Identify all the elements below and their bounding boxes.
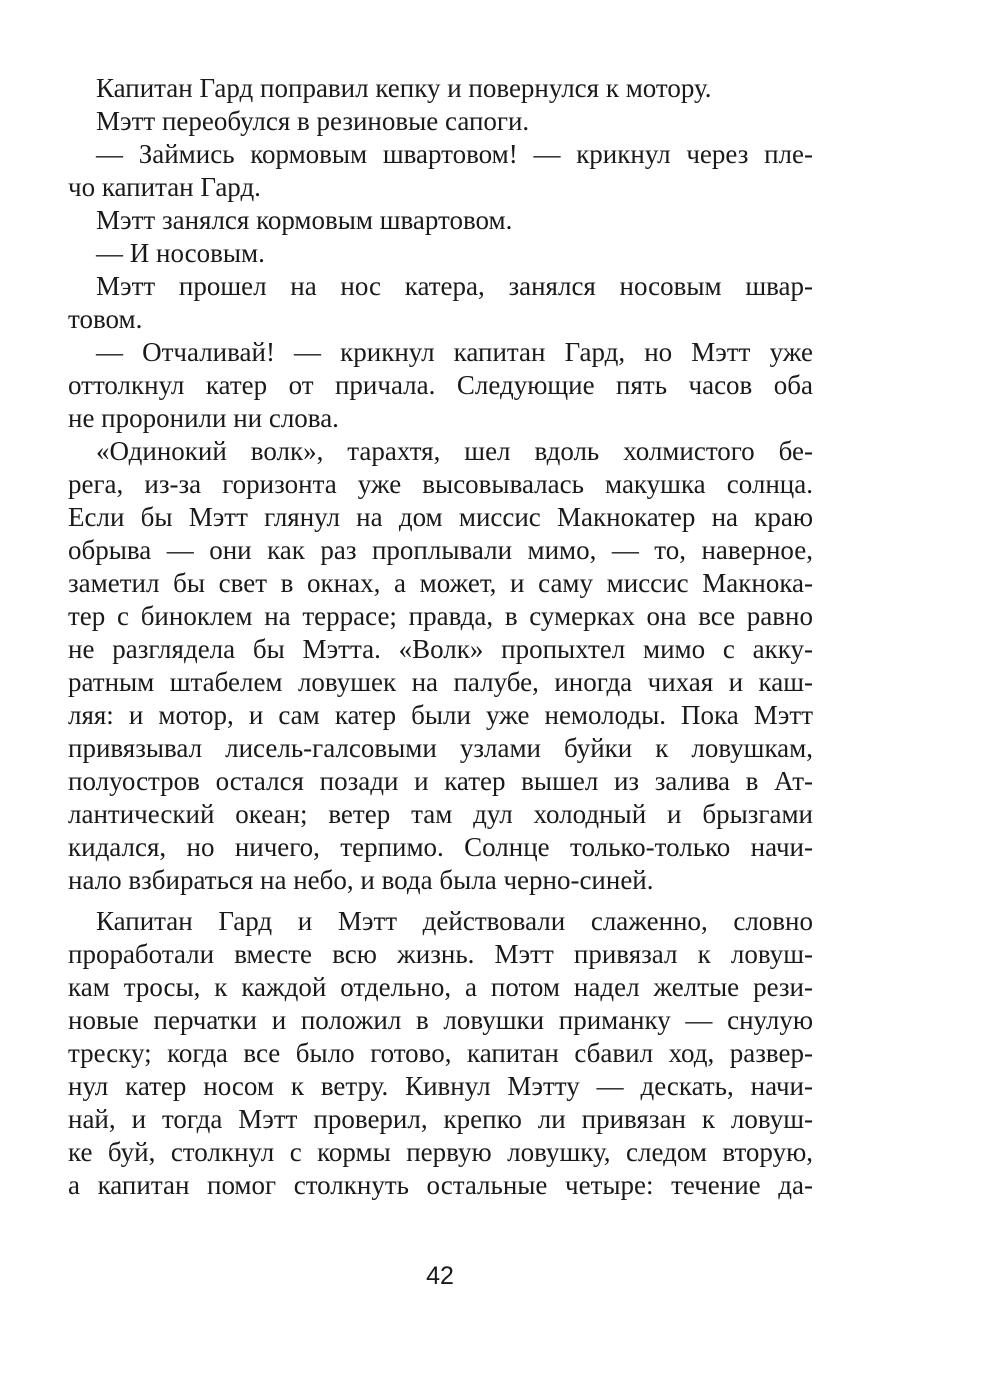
text-line: «Одинокий волк», тарахтя, шел вдоль холмистого бе- [96,436,813,466]
text-line: проработали вместе всю жизнь. Мэтт привязал к ловуш- [68,939,813,969]
text-line: новые перчатки и положил в ловушки приманку — снулую [68,1005,813,1035]
text-line: а капитан помог столкнуть остальные четыре: течение да- [68,1170,813,1200]
text-line: обрыва — они как раз проплывали мимо, — то, наверное, [68,535,813,565]
text-line: заметил бы свет в окнах, а может, и саму миссис Макнока- [68,568,813,598]
text-line: Мэтт прошел на нос катера, занялся носовым швар- [96,271,813,301]
text-line: кам тросы, к каждой отдельно, а потом надел желтые рези- [68,972,813,1002]
text-line: не проронили ни слова. [68,403,339,433]
text-line: не разглядела бы Мэтта. «Волк» пропыхтел мимо с акку- [68,634,813,664]
text-line: най, и тогда Мэтт проверил, крепко ли привязан к ловуш- [68,1104,813,1134]
text-line: кидался, но ничего, терпимо. Солнце только-только начи- [68,832,813,862]
text-line: Мэтт занялся кормовым швартовом. [96,205,513,235]
text-line: нало взбираться на небо, и вода была черно-синей. [68,865,654,895]
text-line: нул катер носом к ветру. Кивнул Мэтту — дескать, начи- [68,1071,813,1101]
text-line: товом. [68,304,143,334]
text-line: треску; когда все было готово, капитан сбавил ход, развер- [68,1038,813,1068]
text-line: привязывал лисель-галсовыми узлами буйки к ловушкам, [68,733,813,763]
text-line: чо капитан Гард. [68,172,261,202]
text-line: Если бы Мэтт глянул на дом миссис Макнокатер на краю [68,502,813,532]
page-number: 42 [426,1262,454,1290]
text-line: — И носовым. [96,238,265,268]
text-line: ратным штабелем ловушек на палубе, иногда чихая и каш- [68,667,813,697]
text-line: — Отчаливай! — крикнул капитан Гард, но Мэтт уже [96,337,813,367]
text-line: оттолкнул катер от причала. Следующие пять часов оба [68,370,813,400]
text-line: рега, из-за горизонта уже высовывалась макушка солнца. [68,469,813,499]
text-line: Капитан Гард и Мэтт действовали слаженно, словно [96,906,813,936]
text-line: ляя: и мотор, и сам катер были уже немолоды. Пока Мэтт [68,700,813,730]
text-line: тер с биноклем на террасе; правда, в сумерках она все равно [68,601,813,631]
text-line: лантический океан; ветер там дул холодный и брызгами [68,799,813,829]
text-line: ке буй, столкнул с кормы первую ловушку, следом вторую, [68,1137,813,1167]
text-line: Капитан Гард поправил кепку и повернулся к мотору. [96,73,712,103]
text-line: полуостров остался позади и катер вышел из залива в Ат- [68,766,813,796]
text-line: — Займись кормовым швартовом! — крикнул через пле- [96,139,813,169]
text-line: Мэтт переобулся в резиновые сапоги. [96,106,530,136]
